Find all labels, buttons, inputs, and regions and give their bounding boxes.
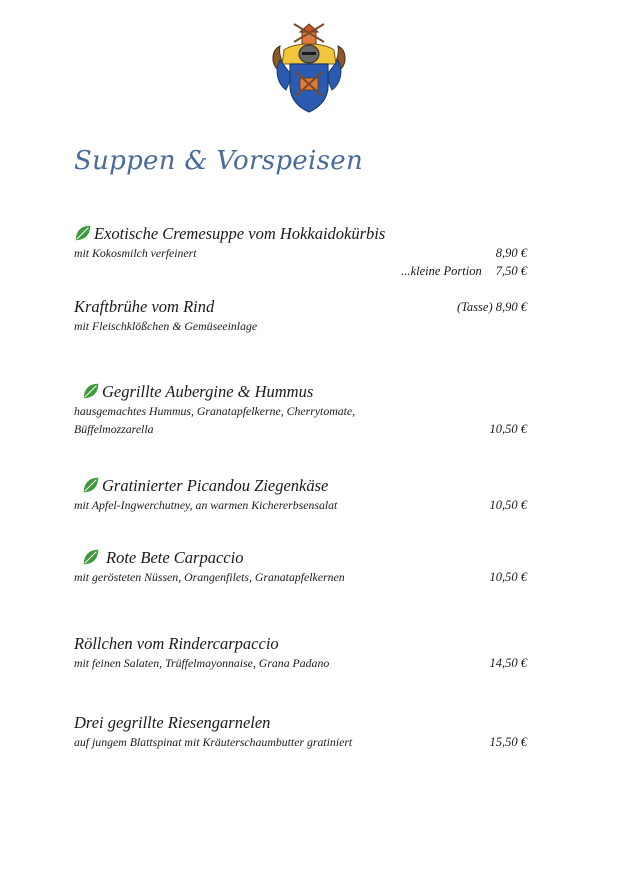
item-name: Gegrillte Aubergine & Hummus <box>102 382 314 401</box>
item-price: 10,50 € <box>489 570 527 584</box>
item-name: Drei gegrillte Riesengarnelen <box>74 713 271 732</box>
item-name: Rote Bete Carpaccio <box>106 548 244 567</box>
menu-item <box>74 476 529 514</box>
menu-item <box>74 382 529 438</box>
item-description: mit feinen Salaten, Trüffelmayonnaise, Grana Padano <box>74 656 330 670</box>
item-price: 8,90 € <box>495 246 527 260</box>
item-name: Exotische Cremesuppe vom Hokkaidokürbis <box>94 224 386 243</box>
item-description: auf jungem Blattspinat mit Kräuterschaumbutter gratiniert <box>74 735 353 749</box>
item-price: 15,50 € <box>489 735 527 749</box>
item-description: mit gerösteten Nüssen, Orangenfilets, Granatapfelkernen <box>74 570 345 584</box>
leaf-icon <box>82 476 100 494</box>
item-price: 10,50 € <box>489 498 527 512</box>
crest-logo <box>264 20 354 116</box>
item-description: mit Apfel-Ingwerchutney, an warmen Kichererbsensalat <box>74 498 338 512</box>
menu-item <box>74 548 529 586</box>
menu-item <box>74 297 529 335</box>
item-name: Röllchen vom Rindercarpaccio <box>74 634 279 653</box>
item-description-line2: Büffelmozzarella <box>74 422 154 436</box>
item-name: Kraftbrühe vom Rind <box>74 297 215 316</box>
leaf-icon <box>74 224 92 242</box>
item-price: 10,50 € <box>489 422 527 436</box>
item-name: Gratinierter Picandou Ziegenkäse <box>102 476 329 495</box>
item-price: (Tasse) 8,90 € <box>456 300 527 314</box>
leaf-icon <box>82 548 100 566</box>
small-portion-label: ...kleine Portion <box>401 264 482 278</box>
section-title: Suppen & Vorspeisen <box>74 146 363 176</box>
small-portion-price: 7,50 € <box>495 264 527 278</box>
menu-item <box>74 713 529 751</box>
item-description: mit Kokosmilch verfeinert <box>74 246 197 260</box>
item-description: hausgemachtes Hummus, Granatapfelkerne, Cherrytomate, <box>74 404 356 418</box>
small-portion <box>401 264 527 279</box>
menu-item <box>74 224 529 278</box>
item-description: mit Fleischklößchen & Gemüseeinlage <box>74 319 258 333</box>
leaf-icon <box>82 382 100 400</box>
menu-item <box>74 634 529 672</box>
windmill-icon <box>294 24 324 44</box>
item-price: 14,50 € <box>489 656 527 670</box>
